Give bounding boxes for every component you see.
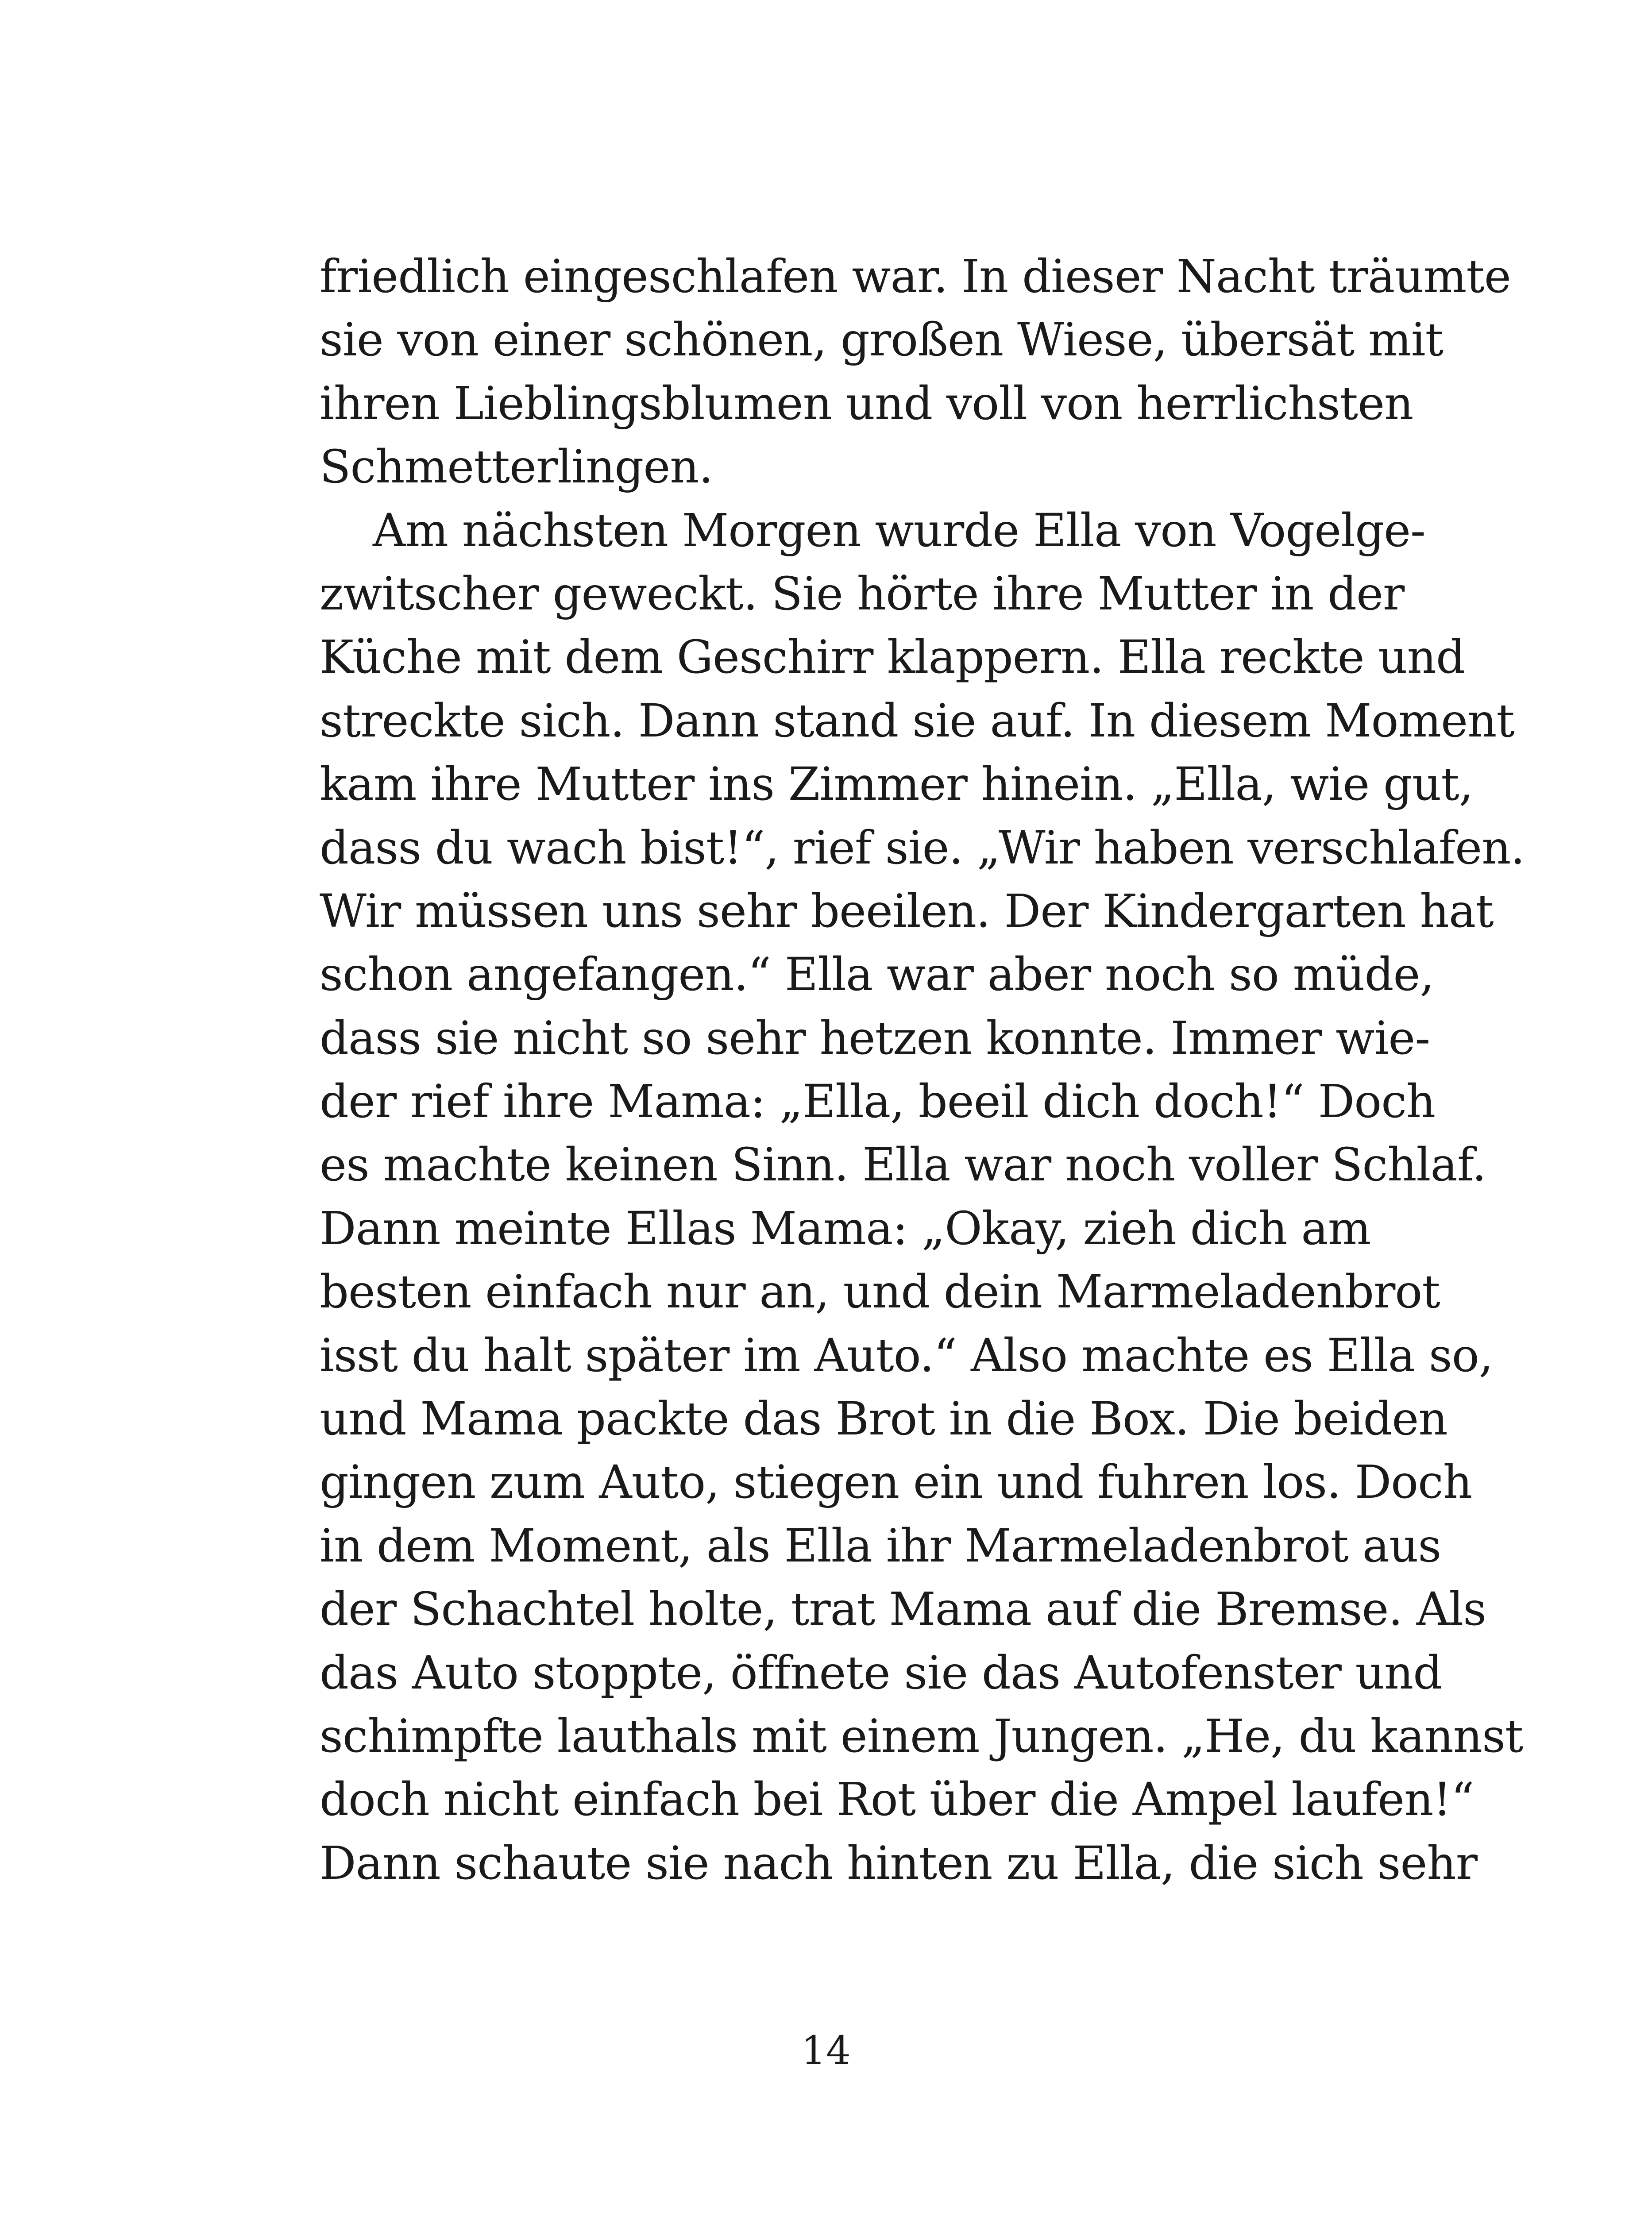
paragraph-2: [320, 499, 1525, 1896]
text-line: der rief ihre Mama: „Ella, beeil dich doch!“ Doch: [320, 1075, 1436, 1129]
text-line-indented: Am nächsten Morgen wurde Ella von Vogelge-: [373, 504, 1425, 557]
text-line: ihren Lieblingsblumen und voll von herrlichsten: [320, 377, 1413, 430]
text-line: gingen zum Auto, stiegen ein und fuhren los. Doch: [320, 1456, 1472, 1509]
page-number: 14: [801, 2028, 851, 2073]
text-line: Dann meinte Ellas Mama: „Okay, zieh dich am: [320, 1202, 1371, 1255]
text-line: kam ihre Mutter ins Zimmer hinein. „Ella, wie gut,: [320, 758, 1473, 811]
text-line: friedlich eingeschlafen war. In dieser Nacht träumte: [320, 250, 1511, 303]
text-line: und Mama packte das Brot in die Box. Die beiden: [320, 1392, 1447, 1446]
text-line: sie von einer schönen, großen Wiese, übersät mit: [320, 313, 1444, 367]
text-line: in dem Moment, als Ella ihr Marmeladenbrot aus: [320, 1519, 1441, 1573]
text-line: Schmetterlingen.: [320, 440, 713, 494]
text-line: Wir müssen uns sehr beeilen. Der Kindergarten hat: [320, 884, 1494, 938]
text-line: das Auto stoppte, öffnete sie das Autofenster und: [320, 1646, 1442, 1700]
text-line: doch nicht einfach bei Rot über die Ampel laufen!“: [320, 1773, 1474, 1827]
text-line: isst du halt später im Auto.“ Also machte es Ella so,: [320, 1329, 1493, 1382]
text-line: Küche mit dem Geschirr klappern. Ella reckte und: [320, 631, 1465, 684]
text-line: zwitscher geweckt. Sie hörte ihre Mutter in der: [320, 567, 1405, 621]
text-line: schimpfte lauthals mit einem Jungen. „He, du kannst: [320, 1709, 1523, 1763]
text-line: besten einfach nur an, und dein Marmeladenbrot: [320, 1265, 1440, 1319]
text-line: dass sie nicht so sehr hetzen konnte. Immer wie-: [320, 1011, 1430, 1065]
text-line: der Schachtel holte, trat Mama auf die Bremse. Als: [320, 1583, 1486, 1636]
text-line: streckte sich. Dann stand sie auf. In diesem Moment: [320, 694, 1514, 748]
text-line: Dann schaute sie nach hinten zu Ella, die sich sehr: [320, 1836, 1477, 1890]
text-line: es machte keinen Sinn. Ella war noch voller Schlaf.: [320, 1138, 1486, 1192]
paragraph-1: [320, 245, 1511, 499]
text-line: schon angefangen.“ Ella war aber noch so müde,: [320, 948, 1434, 1002]
text-line: dass du wach bist!“, rief sie. „Wir haben verschlafen.: [320, 821, 1525, 875]
body-text: [320, 245, 1525, 1895]
